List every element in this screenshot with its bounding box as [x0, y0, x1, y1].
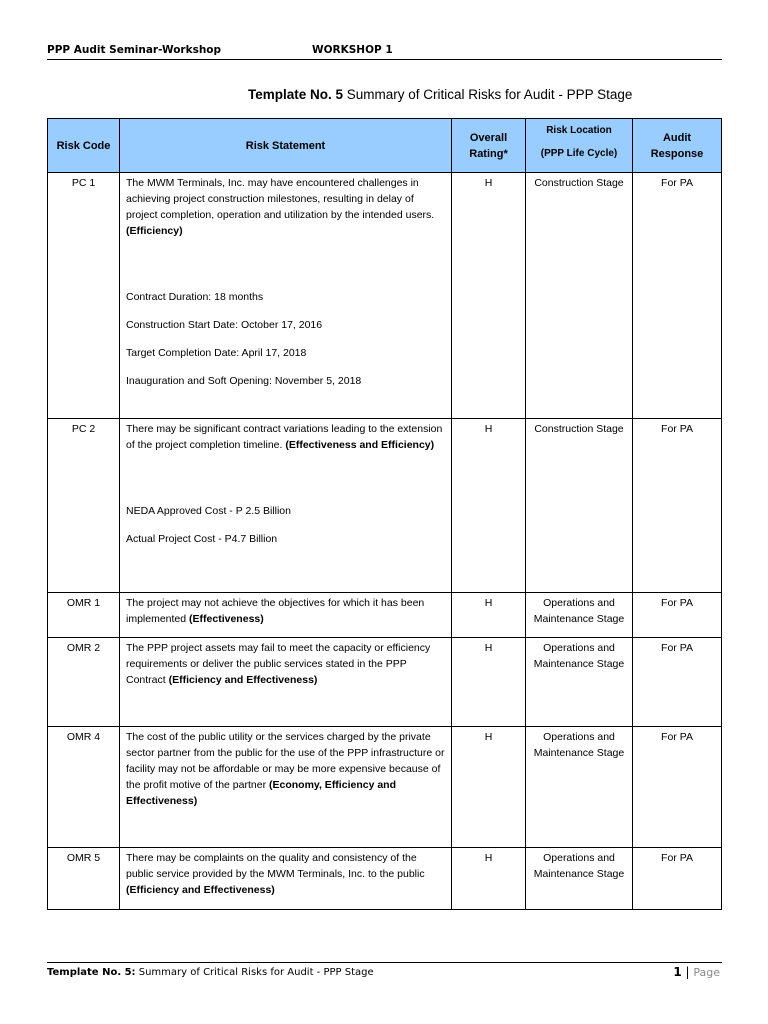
- risk-code-cell: OMR 5: [48, 848, 120, 910]
- header-seminar-title: PPP Audit Seminar-Workshop: [47, 44, 222, 56]
- risk-statement-cell: [120, 727, 452, 848]
- response-cell: For PA: [633, 727, 722, 848]
- detail-line: Construction Start Date: October 17, 2016: [126, 319, 323, 331]
- table-row: [48, 848, 722, 910]
- header-audit-response: Audit Response: [633, 119, 722, 173]
- risk-code-cell: OMR 1: [48, 593, 120, 638]
- header-ppp-life-cycle: (PPP Life Cycle): [540, 147, 618, 159]
- detail-line: Inauguration and Soft Opening: November 5, 2018: [126, 375, 362, 387]
- risk-category: (Effectiveness and Efficiency): [285, 439, 435, 451]
- risk-code-cell: PC 1: [48, 173, 120, 419]
- risk-code-cell: OMR 4: [48, 727, 120, 848]
- risk-code-cell: PC 2: [48, 419, 120, 593]
- table-row: [48, 419, 722, 593]
- risk-statement-text: The project may not achieve the objectives for which it has been implemented: [126, 597, 425, 625]
- page-header: [47, 44, 722, 60]
- risk-category: (Effectiveness): [189, 613, 264, 625]
- page-word: Page: [693, 966, 720, 979]
- document-title: [248, 87, 632, 102]
- footer-description: Summary of Critical Risks for Audit - PPP Stage: [135, 967, 374, 978]
- header-overall-rating: Overall Rating*: [452, 119, 526, 173]
- response-cell: For PA: [633, 593, 722, 638]
- risk-code-cell: OMR 2: [48, 638, 120, 727]
- table-row: [48, 173, 722, 419]
- risk-category: (Efficiency and Effectiveness): [168, 674, 318, 686]
- risk-category: (Efficiency): [126, 225, 183, 237]
- table-row: [48, 593, 722, 638]
- location-cell: Operations and Maintenance Stage: [526, 848, 633, 910]
- location-cell: Operations and Maintenance Stage: [526, 593, 633, 638]
- title-description: Summary of Critical Risks for Audit - PPP Stage: [343, 87, 633, 102]
- page-footer: [47, 962, 722, 983]
- rating-cell: H: [452, 848, 526, 910]
- risk-statement-cell: [120, 173, 452, 419]
- detail-line: Contract Duration: 18 months: [126, 291, 264, 303]
- title-template-number: Template No. 5: [248, 87, 344, 102]
- rating-cell: H: [452, 173, 526, 419]
- risk-category: (Economy, Efficiency and Effectiveness): [126, 779, 396, 807]
- footer-template-number: Template No. 5:: [47, 967, 136, 978]
- header-risk-code: Risk Code: [48, 119, 120, 173]
- risk-table: [47, 118, 722, 910]
- risk-statement-text: There may be complaints on the quality and consistency of the public service provided by the MWM Terminals, Inc. to the public: [126, 852, 425, 880]
- detail-line: Actual Project Cost - P4.7 Billion: [126, 533, 278, 545]
- header-risk-statement: Risk Statement: [120, 119, 452, 173]
- risk-statement-cell: [120, 419, 452, 593]
- rating-cell: H: [452, 593, 526, 638]
- rating-cell: H: [452, 638, 526, 727]
- page-number-value: 1: [673, 965, 682, 979]
- risk-statement-text: The cost of the public utility or the services charged by the private sector partner from the public for the use of the PPP infrastructure or facility may not be affordable or may be more expensive because of the profit motive of the partner: [126, 731, 445, 791]
- header-risk-location: [526, 119, 633, 173]
- risk-statement-cell: [120, 638, 452, 727]
- detail-line: Target Completion Date: April 17, 2018: [126, 347, 307, 359]
- location-cell: Operations and Maintenance Stage: [526, 727, 633, 848]
- detail-line: NEDA Approved Cost - P 2.5 Billion: [126, 505, 291, 517]
- rating-cell: H: [452, 419, 526, 593]
- response-cell: For PA: [633, 173, 722, 419]
- risk-statement-text: The MWM Terminals, Inc. may have encountered challenges in achieving project construction milestones, resulting in delay of project completion, operation and utilization by the intended users.: [126, 177, 435, 221]
- response-cell: For PA: [633, 848, 722, 910]
- response-cell: For PA: [633, 419, 722, 593]
- header-risk-location-label: Risk Location: [546, 124, 612, 136]
- response-cell: For PA: [633, 638, 722, 727]
- location-cell: Operations and Maintenance Stage: [526, 638, 633, 727]
- page-number: [673, 965, 720, 979]
- risk-statement-cell: [120, 848, 452, 910]
- risk-category: (Efficiency and Effectiveness): [126, 884, 275, 896]
- risk-statement-text: The PPP project assets may fail to meet the capacity or efficiency requirements or deliver the public services stated in the PPP Contract: [126, 642, 431, 686]
- risk-statement-cell: [120, 593, 452, 638]
- location-cell: Construction Stage: [526, 419, 633, 593]
- risk-statement-text: There may be significant contract variations leading to the extension of the project completion timeline.: [126, 423, 443, 451]
- table-header-row: [48, 119, 722, 173]
- location-cell: Construction Stage: [526, 173, 633, 419]
- footer-template-title: [47, 967, 374, 978]
- page-separator: |: [681, 965, 694, 979]
- header-workshop-label: WORKSHOP 1: [312, 44, 393, 56]
- table-row: [48, 727, 722, 848]
- table-row: [48, 638, 722, 727]
- rating-cell: H: [452, 727, 526, 848]
